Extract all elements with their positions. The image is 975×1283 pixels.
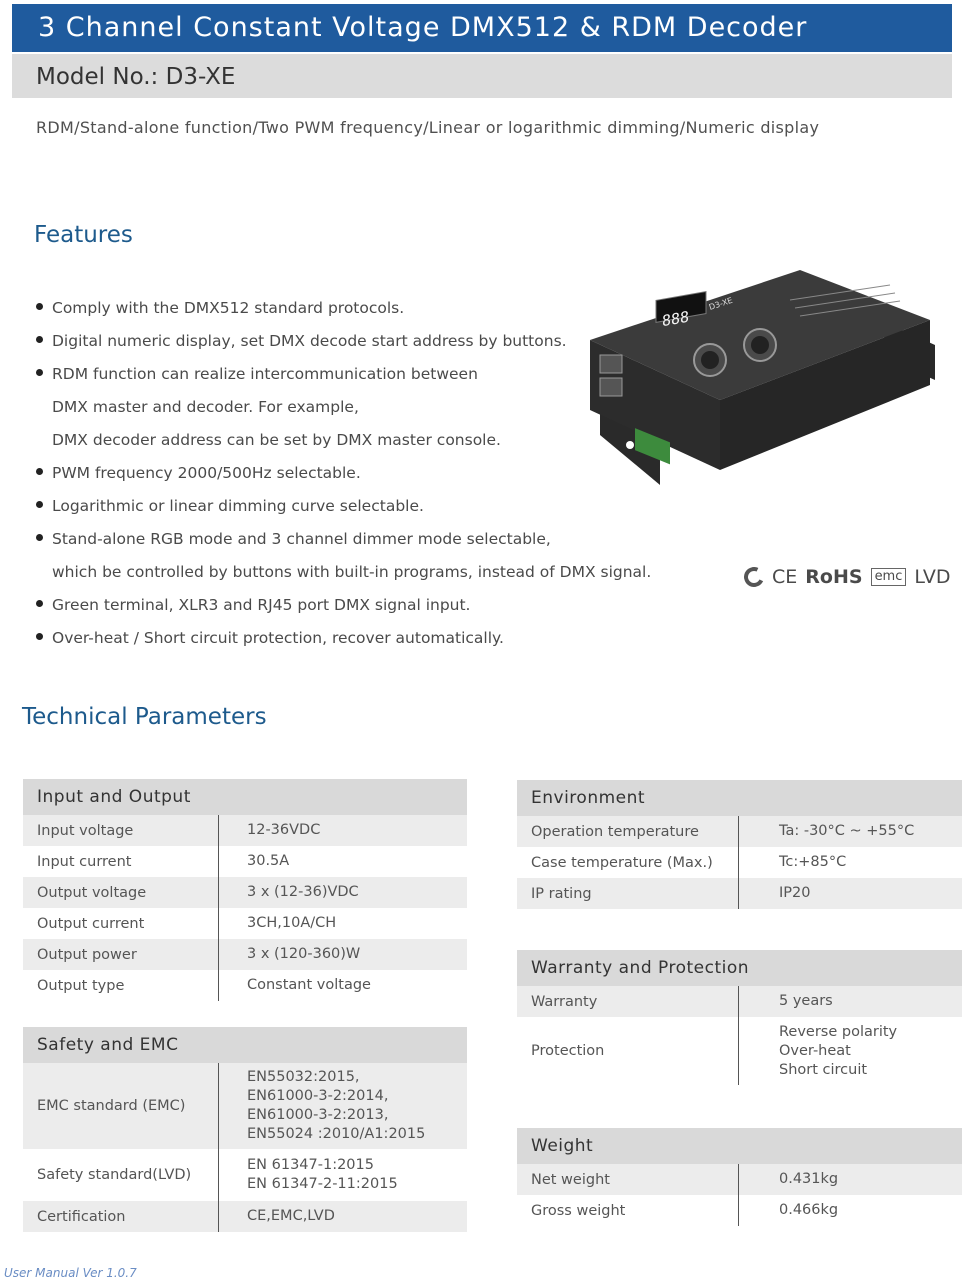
param-name: EMC standard (EMC) <box>23 1063 219 1149</box>
param-name: Protection <box>517 1017 739 1085</box>
param-value-line: 5 years <box>779 993 833 1009</box>
warranty-protection-table <box>517 950 962 1085</box>
decoder-device-image <box>590 260 940 490</box>
table-row <box>23 815 467 846</box>
feature-text-line: DMX decoder address can be set by DMX master console. <box>52 431 501 449</box>
table-row <box>23 846 467 877</box>
param-name: Certification <box>23 1201 219 1232</box>
feature-item <box>36 360 636 459</box>
feature-text-line: Green terminal, XLR3 and RJ45 port DMX signal input. <box>52 596 471 614</box>
table-row <box>517 878 962 909</box>
param-value <box>739 1164 838 1195</box>
table-title: Environment <box>531 788 646 808</box>
table-header <box>517 780 962 816</box>
param-value <box>219 908 336 939</box>
param-value <box>219 970 371 1001</box>
param-value <box>739 878 810 909</box>
table-header <box>517 950 962 986</box>
input-output-table <box>23 779 467 1001</box>
param-value-line: Tc:+85°C <box>779 854 847 870</box>
param-value <box>219 877 359 908</box>
feature-item <box>36 294 636 327</box>
param-value-line: Ta: -30°C ~ +55°C <box>779 823 915 839</box>
table-row <box>23 1201 467 1232</box>
feature-item <box>36 327 636 360</box>
param-value <box>219 939 360 970</box>
param-name: Output current <box>23 908 219 939</box>
table-row <box>23 908 467 939</box>
param-value-line: EN 61347-2-11:2015 <box>247 1176 398 1192</box>
table-row <box>517 1164 962 1195</box>
param-value <box>219 1149 398 1201</box>
c-mark-icon <box>741 564 767 590</box>
lvd-mark: LVD <box>914 566 951 588</box>
feature-item <box>36 492 636 525</box>
param-value-line: IP20 <box>779 885 811 901</box>
param-name: Safety standard(LVD) <box>23 1149 219 1201</box>
table-header <box>23 779 467 815</box>
technical-parameters-heading: Technical Parameters <box>22 704 267 730</box>
device-model-label: D3-XE <box>707 295 734 312</box>
param-value-line: 30.5A <box>247 853 290 869</box>
param-value <box>739 1017 897 1085</box>
param-name: Case temperature (Max.) <box>517 847 739 878</box>
document-title: 3 Channel Constant Voltage DMX512 & RDM Decoder <box>12 4 952 52</box>
table-header <box>23 1027 467 1063</box>
table-row <box>23 877 467 908</box>
param-value <box>739 816 914 847</box>
features-heading: Features <box>34 222 133 248</box>
table-title: Safety and EMC <box>37 1035 179 1055</box>
param-name: Output type <box>23 970 219 1001</box>
footer-version: User Manual Ver 1.0.7 <box>4 1266 137 1280</box>
feature-text-line: DMX master and decoder. For example, <box>52 398 359 416</box>
feature-list <box>36 294 652 657</box>
feature-text-line: which be controlled by buttons with built-in programs, instead of DMX signal. <box>52 563 652 581</box>
table-row <box>517 1195 962 1226</box>
param-value <box>219 846 289 877</box>
param-value-line: EN55024 :2010/A1:2015 <box>247 1126 426 1142</box>
param-name: Warranty <box>517 986 739 1017</box>
safety-emc-table <box>23 1027 467 1232</box>
feature-item <box>36 624 636 657</box>
model-number: Model No.: D3-XE <box>12 54 952 98</box>
param-name: Input current <box>23 846 219 877</box>
param-value-line: 3 x (12-36)VDC <box>247 884 359 900</box>
table-row <box>23 1149 467 1201</box>
param-name: Output voltage <box>23 877 219 908</box>
param-value-line: CE,EMC,LVD <box>247 1208 335 1224</box>
param-value-line: 3CH,10A/CH <box>247 915 337 931</box>
table-title: Weight <box>531 1136 594 1156</box>
param-value-line: 12-36VDC <box>247 822 321 838</box>
param-name: Net weight <box>517 1164 739 1195</box>
table-row <box>23 1063 467 1149</box>
rj45-port-2 <box>600 378 622 396</box>
param-value-line: 3 x (120-360)W <box>247 946 361 962</box>
table-title: Input and Output <box>37 787 191 807</box>
feature-text-line: RDM function can realize intercommunication between <box>52 365 478 383</box>
param-value-line: Over-heat <box>779 1042 851 1059</box>
param-value-line: Reverse polarity <box>779 1023 898 1040</box>
table-row <box>23 939 467 970</box>
param-value-line: Constant voltage <box>247 977 371 993</box>
feature-item <box>36 459 636 492</box>
weight-table <box>517 1128 962 1226</box>
table-title: Warranty and Protection <box>531 958 750 978</box>
table-row <box>23 970 467 1001</box>
rj45-port-1 <box>600 355 622 373</box>
feature-text-line: PWM frequency 2000/500Hz selectable. <box>52 464 361 482</box>
param-value-line: 0.431kg <box>779 1171 839 1187</box>
param-name: IP rating <box>517 878 739 909</box>
param-name: Output power <box>23 939 219 970</box>
certification-marks <box>744 562 951 592</box>
display-digits: 888 <box>662 307 690 331</box>
param-name: Input voltage <box>23 815 219 846</box>
feature-text-line: Comply with the DMX512 standard protocols. <box>52 299 405 317</box>
table-row <box>517 816 962 847</box>
feature-text-line: Stand-alone RGB mode and 3 channel dimmer mode selectable, <box>52 530 551 548</box>
ce-mark: CE <box>772 566 798 588</box>
param-value-line: EN 61347-1:2015 <box>247 1157 374 1173</box>
feature-item <box>36 591 636 624</box>
param-value <box>739 986 833 1017</box>
param-value <box>739 847 846 878</box>
param-value-line: EN55032:2015, <box>247 1069 360 1085</box>
param-value-line: EN61000-3-2:2014, <box>247 1088 389 1104</box>
environment-table <box>517 780 962 909</box>
table-row <box>517 847 962 878</box>
table-header <box>517 1128 962 1164</box>
param-name: Gross weight <box>517 1195 739 1226</box>
feature-item <box>36 525 652 591</box>
feature-summary: RDM/Stand-alone function/Two PWM frequency/Linear or logarithmic dimming/Numeric display <box>36 118 820 137</box>
table-row <box>517 986 962 1017</box>
feature-text-line: Logarithmic or linear dimming curve selectable. <box>52 497 424 515</box>
feature-text-line: Over-heat / Short circuit protection, recover automatically. <box>52 629 504 647</box>
emc-mark: emc <box>871 568 907 586</box>
param-value <box>219 1063 425 1149</box>
param-value <box>219 1201 335 1232</box>
param-value-line: Short circuit <box>779 1061 868 1078</box>
param-value <box>219 815 320 846</box>
param-value-line: EN61000-3-2:2013, <box>247 1107 389 1123</box>
table-row <box>517 1017 962 1085</box>
param-name: Operation temperature <box>517 816 739 847</box>
feature-text-line: Digital numeric display, set DMX decode start address by buttons. <box>52 332 567 350</box>
param-value <box>739 1195 838 1226</box>
rohs-mark: RoHS <box>805 566 863 588</box>
param-value-line: 0.466kg <box>779 1202 839 1218</box>
